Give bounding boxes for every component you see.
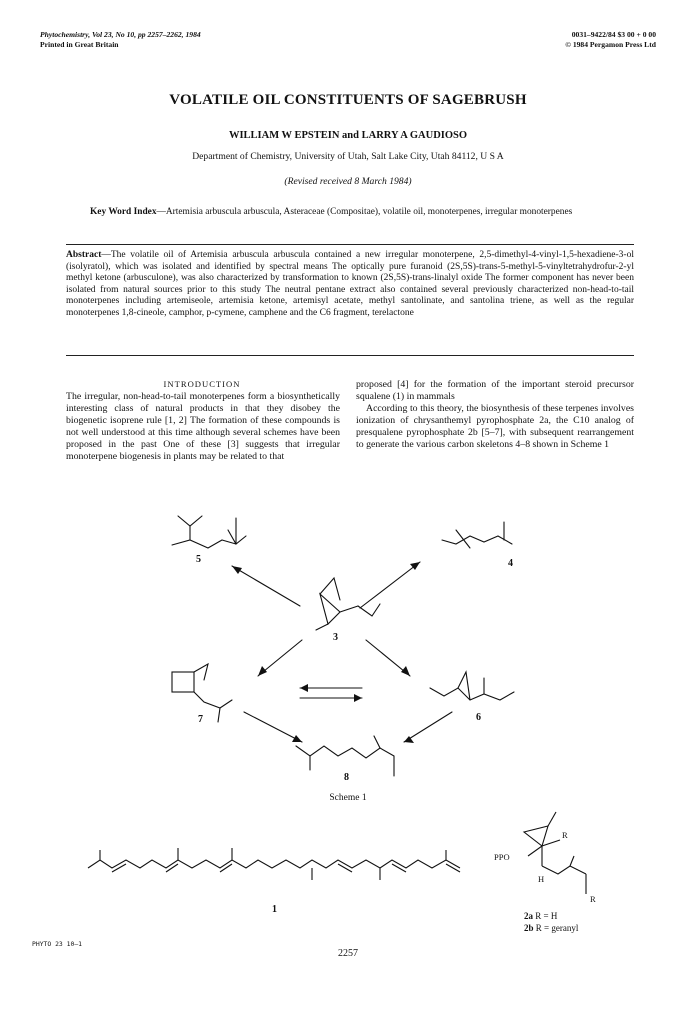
scheme-arrows (232, 562, 452, 742)
skeleton-5 (172, 516, 246, 548)
intro-right-para-1: proposed [4] for the formation of the important steroid precursor squalene (1) in mammals (356, 379, 634, 402)
arrowhead (258, 666, 267, 676)
issn-code: 0031–9422/84 $3 00 + 0 00 (571, 30, 656, 39)
keyword-text: —Artemisia arbuscula arbuscula, Asteraceae (Compositae), volatile oil, monoterpenes, irregular monoterpenes (156, 207, 573, 217)
journal-citation: Phytochemistry, Vol 23, No 10, pp 2257–2262, 1984 (40, 30, 201, 39)
printed-note: Printed in Great Britain (40, 40, 119, 49)
arrowhead (292, 735, 302, 742)
skeleton-3 (316, 578, 380, 630)
arrowhead (300, 684, 308, 692)
copyright-line: © 1984 Pergamon Press Ltd (565, 40, 656, 49)
legend-2b-text: R = geranyl (535, 923, 579, 933)
r-label-bottom: R (590, 894, 596, 904)
h-label: H (538, 874, 545, 884)
label-8: 8 (344, 772, 349, 783)
label-7: 7 (198, 714, 203, 725)
arrowhead (232, 566, 242, 574)
skeleton-6 (430, 672, 514, 700)
skeleton-8 (296, 736, 394, 776)
label-6: 6 (476, 712, 481, 723)
abstract-label: Abstract (66, 250, 102, 260)
skeleton-4 (442, 522, 512, 548)
squalene-structure (88, 848, 460, 880)
r-label-top: R (562, 830, 568, 840)
legend-2a-text: R = H (535, 911, 558, 921)
arrowhead (401, 666, 410, 676)
introduction-heading: INTRODUCTION (163, 379, 241, 389)
intro-right-para-2: According to this theory, the biosynthesis of these terpenes involves ionization of chrysanthemyl pyrophosphate 2a, the C10 analog of presqualene pyrophosphate 2b [5–7], with subsequent rearrangement to generate the various carbon skeletons 4–8 shown in Scheme 1 (356, 403, 634, 450)
author-list: WILLIAM W EPSTEIN and LARRY A GAUDIOSO (228, 130, 468, 141)
label-5: 5 (196, 554, 201, 565)
legend-2a-id: 2a (524, 911, 533, 921)
revised-date: (Revised received 8 March 1984) (284, 176, 412, 187)
page-number: 2257 (338, 948, 358, 959)
intro-left-column: The irregular, non-head-to-tail monoterpenes form a biosynthetically interesting class of natural products in that they disobey the biogenetic isoprene rule [1, 2] The formation of these compounds is not well understood at this time although several schemes have been proposed in the past One of these [3] suggests that irregular monoterpene biogenesis in plants may be related to that (66, 391, 340, 462)
label-1: 1 (272, 904, 277, 915)
paper-title: VOLATILE OIL CONSTITUENTS OF SAGEBRUSH (169, 92, 527, 108)
footer-code: PHYTO 23 10–1 (32, 940, 83, 948)
label-4: 4 (508, 558, 513, 569)
label-3: 3 (333, 632, 338, 643)
pp-label: PPO (494, 852, 510, 862)
arrowhead (354, 694, 362, 702)
keyword-label: Key Word Index (90, 207, 157, 217)
scheme-caption: Scheme 1 (329, 793, 367, 803)
structure-legend (524, 910, 578, 934)
legend-2b-id: 2b (524, 923, 534, 933)
affiliation: Department of Chemistry, University of Utah, Salt Lake City, Utah 84112, U S A (192, 151, 504, 162)
pyrophosphate-structure (524, 812, 586, 894)
abstract-text: —The volatile oil of Artemisia arbuscula arbuscula contained a new irregular monoterpene, 2,5-dimethyl-4-vinyl-1,5-hexadiene-3-ol (isolyratol), which was isolated and identified by spectral means The optically pure furanoid (2S,5S)-trans-5-methyl-5-vinyltetrahydrofur-2-yl methyl ketone (arbusculone), was also characterized by transformation to known (2S,5S)-trans-linalyl oxide The former component has never been isolated from natural sources prior to this study The neutral pentane extract also contained several previously characterized non-head-to-tail monoterpenes including artemiseole, artemisia ketone, artemisyl acetate, methyl santolinate, and santolina triene, as well as the regular monoterpenes 1,8-cineole, camphor, p-cymene, camphene and the C6 fragment, terelactone (66, 250, 634, 318)
